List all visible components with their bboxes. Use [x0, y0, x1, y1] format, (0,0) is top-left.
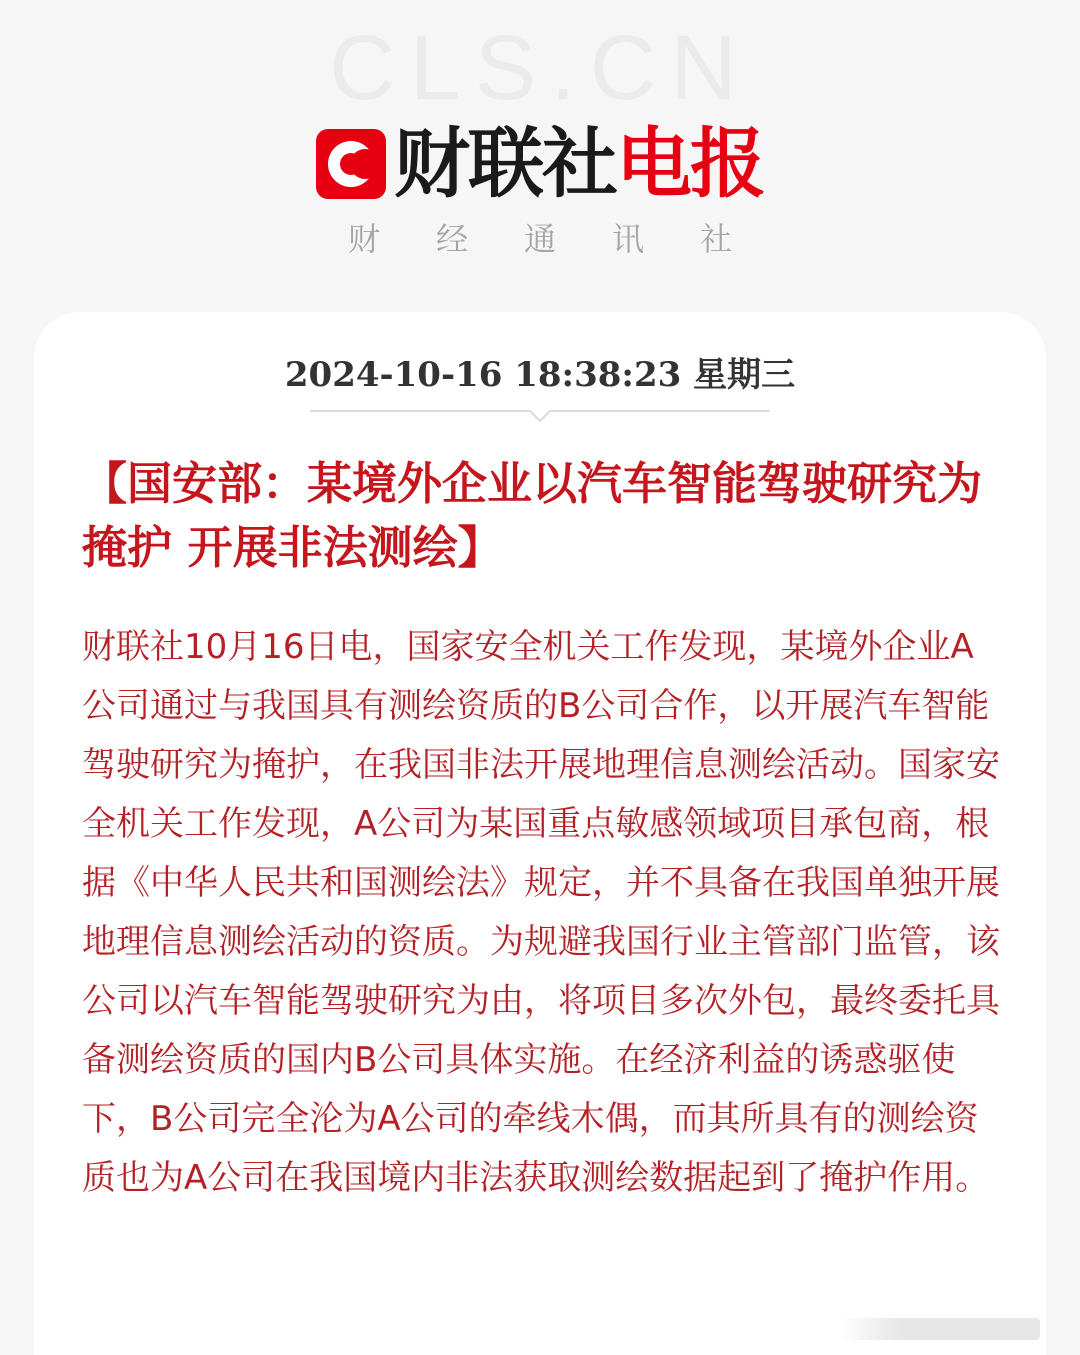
cls-watermark: CLS.CN: [329, 17, 751, 119]
brand-logo: [0, 119, 1080, 208]
brand-suffix: 电报: [616, 119, 764, 208]
cls-logo-icon: [316, 129, 386, 199]
corner-watermark: [840, 1318, 1040, 1340]
article-headline: 【国安部：某境外企业以汽车智能驾驶研究为掩护 开展非法测绘】: [82, 457, 983, 574]
article-body: 财联社10月16日电，国家安全机关工作发现，某境外企业A公司通过与我国具有测绘资质的B公司合作，以开展汽车智能驾驶研究为掩护，在我国非法开展地理信息测绘活动。国家安全机关工作发现，A公司为某国重点敏感领域项目承包商，根据《中华人民共和国测绘法》规定，并不具备在我国单独开展地理信息测绘活动的资质。为规避我国行业主管部门监管，该公司以汽车智能驾驶研究为由，将项目多次外包，最终委托具备测绘资质的国内B公司具体实施。在经济利益的诱惑驱使下，B公司完全沦为A公司的牵线木偶，而其所具有的测绘资质也为A公司在我国境内非法获取测绘数据起到了掩护作用。: [82, 627, 1000, 1198]
article-datetime: 2024-10-16 18:38:23 星期三: [284, 355, 796, 395]
brand-name: 财联社: [394, 119, 616, 208]
brand-subtitle: 财经通讯社: [347, 220, 788, 258]
